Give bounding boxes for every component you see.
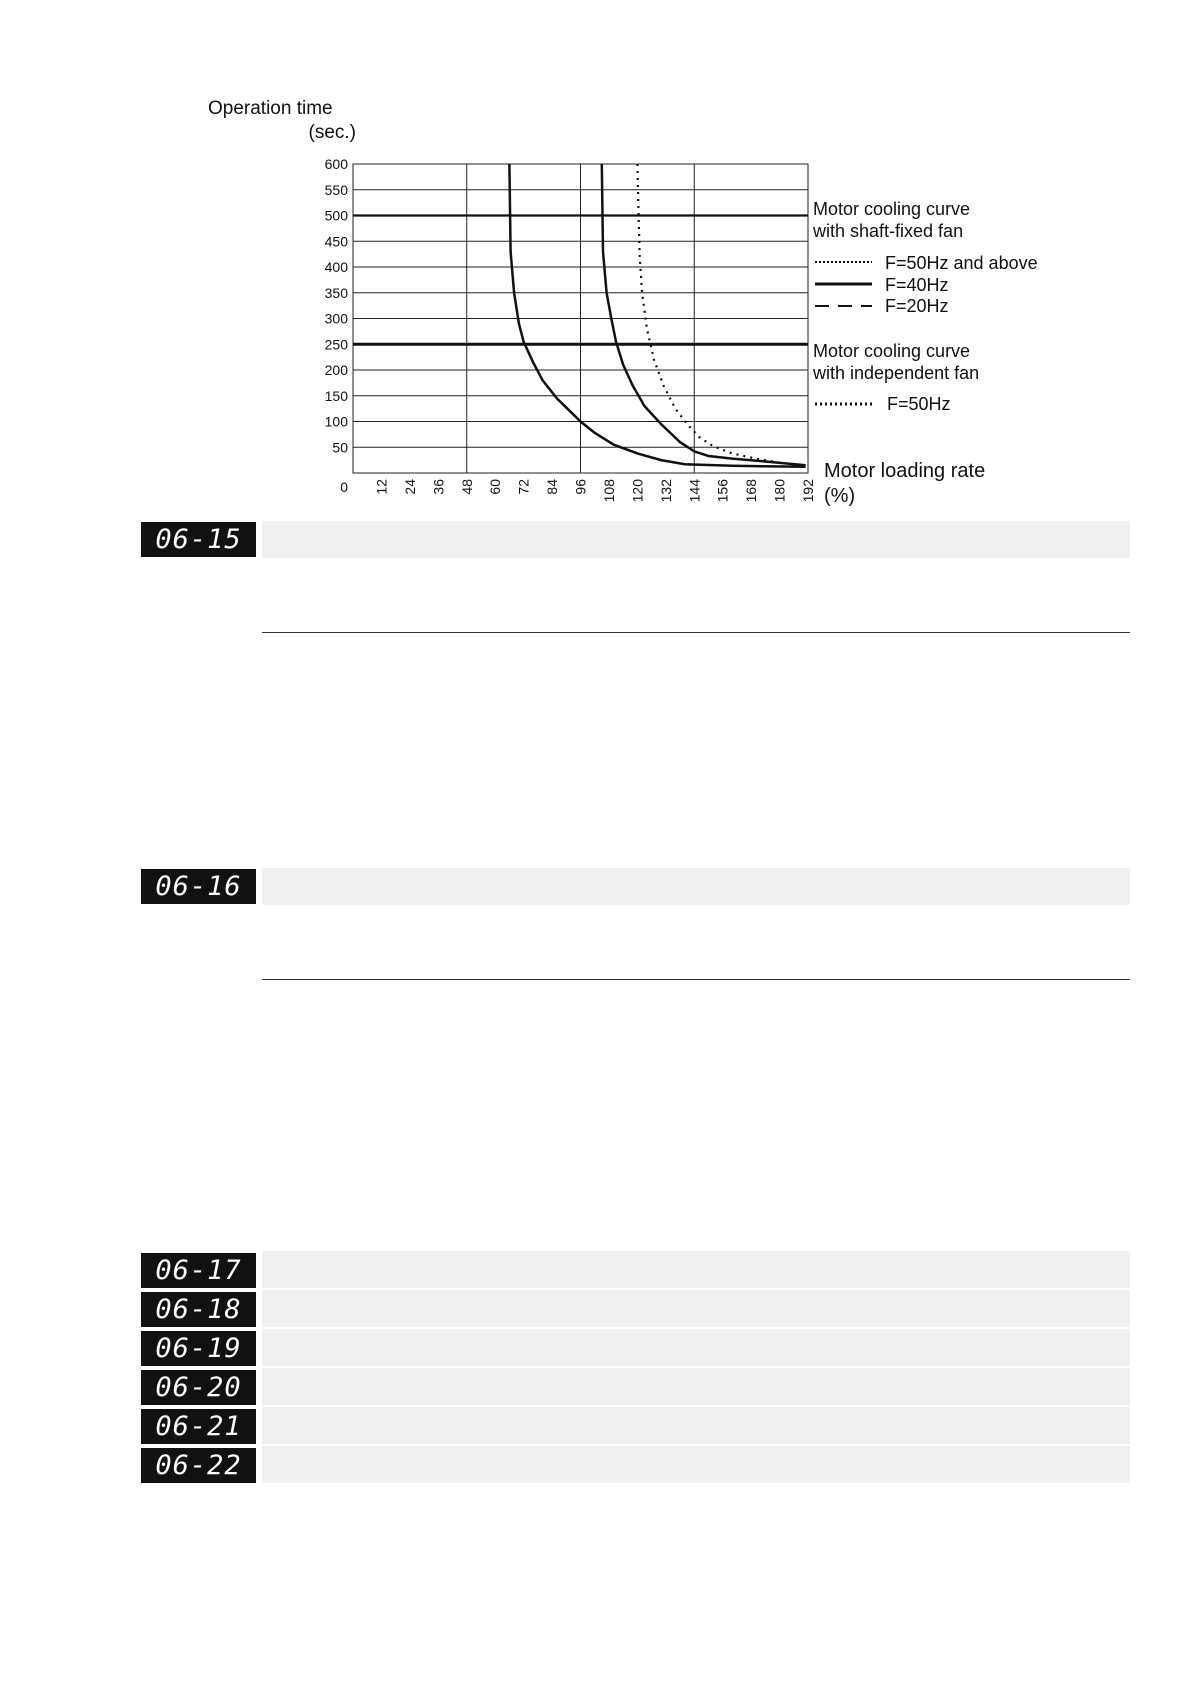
legend-label-40hz: F=40Hz bbox=[885, 275, 949, 295]
independent-fan-title-line1: Motor cooling curve bbox=[813, 341, 971, 361]
y-axis-label-line2: (sec.) bbox=[308, 122, 356, 143]
x-tick-label: 132 bbox=[657, 479, 674, 503]
x-axis-label-line1: Motor loading rate bbox=[824, 460, 986, 482]
x-tick-label: 84 bbox=[544, 479, 561, 495]
x-tick-label: 96 bbox=[572, 479, 589, 495]
series-line-f-40hz bbox=[602, 164, 806, 465]
param-code-badge: 06-18 bbox=[141, 1292, 256, 1327]
x-axis-label-line2: (%) bbox=[824, 485, 856, 507]
x-tick-label: 36 bbox=[430, 479, 447, 495]
y-tick-label: 300 bbox=[324, 310, 348, 327]
param-code-badge: 06-17 bbox=[141, 1253, 256, 1288]
param-code-badge: 06-20 bbox=[141, 1370, 256, 1405]
y-axis-label-line1: Operation time bbox=[208, 98, 333, 119]
x-tick-label: 168 bbox=[743, 479, 760, 503]
y-tick-labels bbox=[325, 156, 349, 495]
independent-fan-title-line2: with independent fan bbox=[813, 363, 980, 383]
x-tick-label: 180 bbox=[771, 479, 788, 503]
x-tick-label: 192 bbox=[800, 479, 816, 503]
y-tick-label: 600 bbox=[324, 156, 348, 172]
y-tick-label: 450 bbox=[324, 233, 348, 250]
series-line-f-50hz-and-above bbox=[637, 164, 805, 466]
y-tick-label: 550 bbox=[324, 181, 348, 198]
param-bar-06-20 bbox=[262, 1368, 1130, 1405]
x-tick-label: 12 bbox=[373, 479, 390, 495]
legend-label-independent-50hz: F=50Hz bbox=[887, 394, 951, 414]
motor-cooling-chart bbox=[0, 0, 1190, 520]
param-code-badge: 06-16 bbox=[141, 869, 256, 904]
x-tick-label: 144 bbox=[686, 479, 703, 503]
chart-grid bbox=[353, 164, 808, 473]
y-tick-label: 250 bbox=[324, 336, 348, 353]
y-tick-label: 400 bbox=[324, 259, 348, 275]
param-code-badge: 06-22 bbox=[141, 1448, 256, 1483]
param-code-badge: 06-15 bbox=[141, 522, 256, 557]
x-tick-label: 24 bbox=[401, 479, 418, 495]
legend-label-50hz-above: F=50Hz and above bbox=[885, 253, 1038, 273]
x-tick-label: 120 bbox=[629, 479, 646, 503]
param-bar-06-19 bbox=[262, 1329, 1130, 1366]
param-bar-06-17 bbox=[262, 1251, 1130, 1288]
x-tick-label: 72 bbox=[515, 479, 532, 495]
shaft-fan-title-line1: Motor cooling curve bbox=[813, 199, 971, 219]
section-divider bbox=[262, 979, 1130, 980]
x-tick-label: 156 bbox=[714, 479, 731, 503]
y-tick-label: 200 bbox=[324, 362, 348, 378]
param-bar-06-22 bbox=[262, 1446, 1130, 1483]
y-tick-label: 500 bbox=[324, 207, 348, 224]
y-tick-label: 100 bbox=[324, 413, 348, 430]
x-tick-label: 60 bbox=[487, 479, 504, 495]
param-bar-06-21 bbox=[262, 1407, 1130, 1444]
y-tick-label: 0 bbox=[340, 479, 348, 495]
param-bar-06-18 bbox=[262, 1290, 1130, 1327]
legend-label-20hz: F=20Hz bbox=[885, 296, 949, 316]
shaft-fan-title-line2: with shaft-fixed fan bbox=[813, 221, 964, 241]
section-divider bbox=[262, 632, 1130, 633]
y-tick-label: 150 bbox=[324, 387, 348, 404]
param-code-badge: 06-19 bbox=[141, 1331, 256, 1366]
x-tick-label: 108 bbox=[600, 479, 617, 503]
x-tick-labels bbox=[373, 479, 816, 503]
param-code-badge: 06-21 bbox=[141, 1409, 256, 1444]
y-tick-label: 50 bbox=[332, 439, 348, 456]
param-bar-06-16 bbox=[262, 868, 1130, 905]
y-tick-label: 350 bbox=[324, 284, 348, 301]
x-tick-label: 48 bbox=[458, 479, 475, 495]
param-bar-06-15 bbox=[262, 521, 1130, 558]
